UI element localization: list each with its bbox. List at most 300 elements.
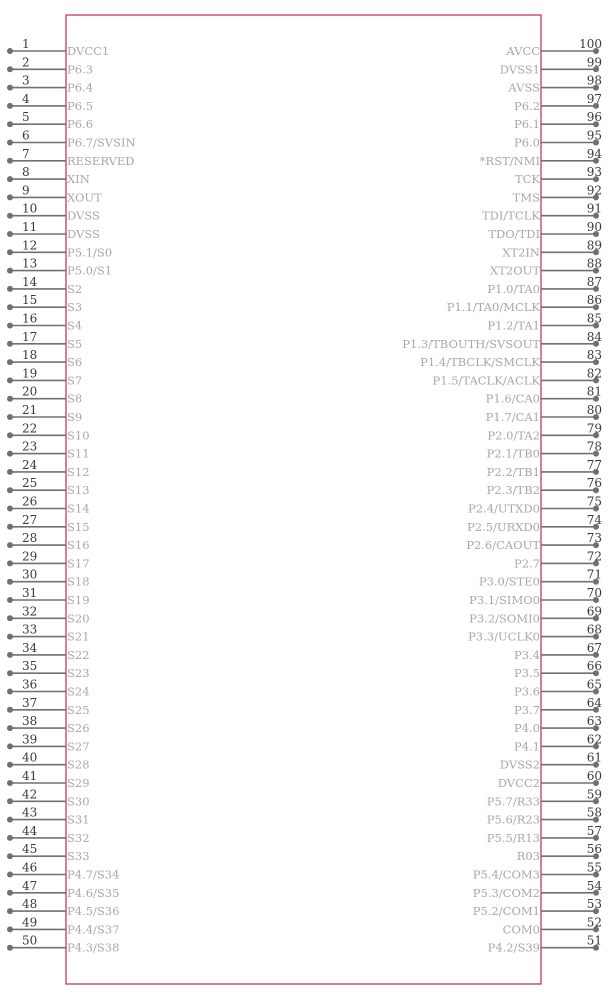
pin-number: 4 [22, 91, 30, 106]
pin-terminal-dot [7, 231, 13, 237]
pin-number: 47 [22, 878, 38, 893]
pin-22 [7, 421, 90, 442]
pin-terminal-dot [7, 414, 13, 420]
pin-8 [7, 165, 90, 186]
pin-label: P4.4/S37 [67, 922, 120, 937]
pin-55 [473, 861, 602, 882]
pin-terminal-dot [7, 634, 13, 640]
pin-number: 37 [22, 695, 38, 710]
pin-number: 59 [586, 787, 602, 802]
pin-51 [488, 934, 602, 955]
pin-number: 73 [586, 531, 602, 546]
pin-number: 80 [586, 403, 602, 417]
pin-label: P2.1/TB0 [486, 446, 540, 461]
pin-label: P2.0/TA2 [487, 428, 540, 443]
pin-number: 75 [586, 494, 602, 509]
pin-17 [7, 330, 82, 351]
pin-label: P1.5/TACLK/ACLK [432, 373, 540, 388]
pin-label: DVSS [67, 208, 100, 223]
pin-number: 58 [586, 805, 602, 820]
pin-label: P1.3/TBOUTH/SVSOUT [402, 336, 540, 351]
pin-number: 81 [586, 384, 602, 399]
pin-number: 64 [586, 695, 602, 710]
pin-terminal-dot [7, 268, 13, 274]
pin-terminal-dot [7, 872, 13, 878]
pin-terminal-dot [7, 689, 13, 695]
pin-number: 23 [22, 439, 38, 454]
pin-label: S21 [67, 629, 90, 644]
pin-number: 33 [22, 622, 38, 637]
pin-84 [402, 330, 602, 351]
pin-number: 76 [586, 476, 602, 491]
pin-terminal-dot [7, 85, 13, 91]
pin-33 [7, 623, 90, 644]
pin-label: RESERVED [67, 153, 135, 168]
pin-91 [482, 202, 602, 223]
pin-label: COM0 [502, 922, 540, 937]
pin-terminal-dot [7, 945, 13, 951]
pin-label: S5 [67, 336, 83, 351]
pin-number: 56 [586, 842, 602, 857]
pin-label: P3.2/SOMI0 [469, 611, 540, 626]
pin-number: 11 [22, 220, 38, 234]
pin-73 [466, 531, 602, 552]
pin-number: 30 [22, 567, 38, 582]
pin-number: 87 [586, 274, 602, 289]
pin-number: 79 [586, 421, 602, 436]
pin-number: 6 [22, 128, 30, 143]
pin-5 [7, 110, 93, 131]
pin-82 [433, 366, 602, 387]
pin-number: 82 [586, 366, 602, 381]
pin-number: 22 [22, 421, 38, 436]
pin-number: 29 [22, 549, 38, 564]
pin-terminal-dot [7, 286, 13, 292]
pin-number: 7 [22, 146, 30, 161]
pin-number: 60 [586, 769, 602, 783]
pin-40 [7, 751, 90, 772]
pin-terminal-dot [7, 66, 13, 72]
pin-number: 40 [22, 750, 38, 765]
pin-label: P2.5/URXD0 [467, 519, 540, 534]
pin-label: S11 [67, 446, 90, 461]
pin-label: *RST/NMI [479, 153, 540, 168]
pin-number: 95 [586, 128, 602, 143]
pin-label: P5.2/COM1 [472, 904, 540, 919]
pin-terminal-dot [7, 213, 13, 219]
pin-terminal-dot [7, 469, 13, 475]
pin-label: S20 [67, 611, 90, 626]
pin-number: 13 [22, 256, 38, 271]
pin-label: AVSS [508, 80, 540, 95]
pin-terminal-dot [7, 359, 13, 365]
pin-87 [487, 275, 602, 296]
pin-terminal-dot [7, 451, 13, 457]
pin-85 [487, 312, 602, 333]
pin-41 [7, 769, 90, 790]
pin-label: S15 [67, 519, 90, 534]
pin-34 [7, 641, 90, 662]
pin-label: P3.3/UCLK0 [468, 629, 540, 644]
pin-54 [473, 879, 603, 900]
pin-label: S28 [67, 757, 90, 772]
pin-number: 90 [586, 220, 602, 234]
pin-terminal-dot [7, 780, 13, 786]
pin-81 [486, 385, 602, 406]
pin-2 [7, 55, 93, 76]
pin-number: 96 [586, 110, 602, 125]
pin-number: 8 [22, 165, 30, 180]
pin-label: P1.2/TA1 [487, 318, 540, 333]
pin-number: 52 [586, 915, 602, 930]
pin-label: P3.4 [513, 647, 540, 662]
pin-label: S33 [67, 849, 90, 864]
pin-number: 38 [22, 714, 38, 729]
pin-label: P4.0 [513, 721, 540, 736]
pin-label: P2.2/TB1 [486, 464, 540, 479]
pin-number: 16 [22, 311, 38, 326]
pin-label: S26 [67, 721, 90, 736]
pin-4 [7, 92, 93, 113]
pin-terminal-dot [7, 249, 13, 255]
pin-number: 41 [22, 769, 38, 783]
pin-number: 28 [22, 531, 38, 546]
pin-number: 67 [586, 640, 602, 655]
pin-label: P1.1/TA0/MCLK [446, 300, 540, 315]
pin-number: 14 [22, 274, 38, 289]
pin-terminal-dot [7, 396, 13, 402]
pin-number: 71 [586, 567, 602, 582]
pin-18 [7, 348, 82, 369]
pin-terminal-dot [7, 506, 13, 512]
pin-number: 94 [586, 146, 602, 161]
pin-number: 83 [586, 348, 602, 363]
pin-45 [7, 842, 90, 863]
pin-label: XT2OUT [490, 263, 540, 278]
pin-number: 10 [22, 201, 38, 216]
pin-label: P1.4/TBCLK/SMCLK [420, 355, 540, 370]
pin-terminal-dot [7, 670, 13, 676]
pin-83 [420, 348, 602, 369]
pin-label: S14 [67, 501, 90, 516]
pin-terminal-dot [7, 377, 13, 383]
pin-number: 20 [22, 384, 38, 399]
pin-number: 55 [586, 860, 602, 875]
pin-label: S23 [67, 666, 90, 681]
pin-label: S17 [67, 556, 90, 571]
pin-53 [473, 897, 602, 918]
pin-number: 25 [22, 476, 38, 491]
pin-number: 97 [586, 91, 602, 106]
pin-number: 5 [22, 110, 30, 125]
pin-number: 100 [579, 37, 602, 51]
pin-terminal-dot [7, 890, 13, 896]
pin-terminal-dot [7, 707, 13, 713]
pin-21 [7, 403, 82, 424]
pin-label: DVSS1 [499, 62, 540, 77]
pin-number: 48 [22, 897, 38, 912]
pin-label: S10 [67, 428, 90, 443]
pin-terminal-dot [7, 432, 13, 438]
pin-label: S18 [67, 574, 90, 589]
pin-terminal-dot [7, 908, 13, 914]
pin-number: 98 [586, 73, 602, 88]
pin-terminal-dot [7, 853, 13, 859]
pin-31 [7, 586, 90, 607]
pin-58 [487, 806, 602, 827]
pin-39 [7, 732, 90, 753]
pin-label: P2.4/UTXD0 [468, 501, 540, 516]
pin-70 [469, 586, 602, 607]
pin-37 [7, 696, 90, 717]
pin-label: P6.6 [67, 117, 94, 132]
pin-terminal-dot [7, 194, 13, 200]
pin-label: P5.3/COM2 [472, 885, 540, 900]
pin-number: 49 [22, 915, 38, 930]
pin-label: P2.7 [513, 556, 540, 571]
pin-label: P5.7/R33 [486, 794, 540, 809]
pin-number: 70 [586, 586, 602, 600]
pin-number: 34 [22, 640, 38, 655]
pin-number: 65 [586, 677, 602, 692]
ic-body-outline [66, 15, 541, 984]
pin-26 [7, 495, 90, 516]
pin-57 [487, 824, 602, 845]
pin-label: S8 [67, 391, 83, 406]
pin-20 [7, 385, 82, 406]
pin-number: 92 [586, 183, 602, 198]
pin-number: 85 [586, 311, 602, 326]
pin-terminal-dot [7, 176, 13, 182]
pin-number: 35 [22, 659, 38, 674]
pin-68 [468, 623, 602, 644]
pin-label: P4.5/S36 [67, 904, 120, 919]
pin-label: XOUT [67, 190, 102, 205]
pin-80 [486, 403, 602, 424]
pin-label: DVCC1 [67, 44, 110, 58]
pin-74 [467, 513, 602, 534]
pin-10 [7, 202, 100, 223]
pin-terminal-dot [7, 579, 13, 585]
pin-terminal-dot [7, 835, 13, 841]
pin-14 [7, 275, 82, 296]
pin-label: P3.7 [513, 702, 540, 717]
pin-label: S2 [67, 281, 83, 296]
pin-number: 17 [22, 329, 38, 344]
pin-75 [468, 495, 602, 516]
pin-label: P6.1 [513, 117, 540, 132]
pin-label: DVSS2 [499, 757, 540, 772]
pin-label: P2.6/CAOUT [466, 538, 540, 553]
pin-28 [7, 531, 90, 552]
pin-number: 2 [22, 55, 30, 70]
pin-number: 91 [586, 201, 602, 216]
pin-label: P4.1 [513, 739, 540, 754]
pin-36 [7, 678, 90, 699]
pin-label: S27 [67, 739, 90, 754]
pin-78 [487, 440, 602, 461]
pin-label: S3 [67, 300, 83, 315]
pin-number: 72 [586, 549, 602, 564]
pin-number: 78 [586, 439, 602, 454]
pin-30 [7, 568, 90, 589]
pin-number: 9 [22, 183, 30, 198]
pin-terminal-dot [7, 121, 13, 127]
pin-label: R03 [516, 849, 540, 864]
pin-terminal-dot [7, 725, 13, 731]
pin-terminal-dot [7, 48, 13, 54]
pin-number: 42 [22, 787, 38, 802]
pin-23 [7, 440, 90, 461]
pin-terminal-dot [7, 323, 13, 329]
pin-number: 45 [22, 842, 38, 857]
pin-number: 61 [586, 750, 602, 765]
pin-label: AVCC [506, 44, 540, 58]
pin-number: 53 [586, 897, 602, 912]
pin-number: 24 [22, 457, 38, 472]
pin-number: 88 [586, 256, 602, 271]
pin-number: 69 [586, 604, 602, 619]
pin-label: S22 [67, 647, 90, 662]
pin-label: P6.5 [67, 98, 94, 113]
pin-number: 74 [586, 512, 602, 527]
pin-terminal-dot [7, 652, 13, 658]
pin-number: 86 [586, 293, 602, 308]
pin-label: P1.7/CA1 [485, 410, 540, 424]
pin-label: P1.0/TA0 [487, 281, 540, 296]
pin-29 [7, 549, 90, 570]
pin-27 [7, 513, 90, 534]
pin-terminal-dot [7, 560, 13, 566]
pin-number: 54 [586, 878, 602, 893]
pin-label: TCK [514, 172, 540, 187]
pin-19 [7, 366, 82, 387]
pin-number: 39 [22, 732, 38, 747]
pin-label: P5.6/R23 [486, 812, 540, 827]
pin-label: XT2IN [502, 245, 540, 260]
pin-69 [469, 604, 602, 625]
pin-number: 66 [586, 659, 602, 674]
pin-terminal-dot [7, 597, 13, 603]
pin-terminal-dot [7, 615, 13, 621]
pin-terminal-dot [7, 817, 13, 823]
pin-label: P5.0/S1 [67, 263, 113, 278]
pin-number: 27 [22, 512, 38, 527]
pin-label: S24 [67, 684, 90, 699]
pin-32 [7, 604, 90, 625]
pin-label: P6.4 [67, 80, 94, 95]
pin-number: 32 [22, 604, 38, 619]
pin-number: 15 [22, 293, 38, 308]
pin-label: P4.7/S34 [67, 867, 120, 882]
pin-label: S7 [67, 373, 83, 388]
pin-label: P6.3 [67, 62, 94, 77]
pin-number: 89 [586, 238, 602, 253]
pin-number: 99 [586, 55, 602, 70]
pin-label: S19 [67, 593, 90, 607]
pin-label: P4.6/S35 [67, 885, 120, 900]
pin-38 [7, 714, 90, 735]
right-pin-column [402, 37, 602, 955]
pin-terminal-dot [7, 542, 13, 548]
pin-label: S30 [67, 794, 90, 809]
pin-number: 93 [586, 165, 602, 180]
pin-number: 62 [586, 732, 602, 747]
pin-label: S12 [67, 464, 90, 479]
pin-label: S9 [67, 410, 83, 424]
pin-77 [487, 458, 602, 479]
pin-number: 44 [22, 823, 38, 838]
pin-label: S25 [67, 702, 90, 717]
pin-label: P5.5/R13 [486, 830, 540, 845]
pin-label: DVSS [67, 227, 100, 241]
pin-label: TMS [512, 190, 540, 205]
pin-number: 46 [22, 860, 38, 875]
pin-59 [487, 787, 602, 808]
pin-number: 77 [586, 457, 602, 472]
pin-number: 36 [22, 677, 38, 692]
pin-25 [7, 476, 90, 497]
pin-90 [488, 220, 602, 241]
pin-terminal-dot [7, 524, 13, 530]
pin-number: 12 [22, 238, 38, 253]
pin-number: 26 [22, 494, 38, 509]
pin-label: S32 [67, 830, 90, 845]
pin-label: P6.0 [513, 135, 540, 150]
pin-terminal-dot [7, 158, 13, 164]
pin-terminal-dot [7, 762, 13, 768]
pin-label: P2.3/TB2 [486, 483, 540, 498]
pin-24 [7, 458, 90, 479]
pin-50 [7, 934, 119, 955]
pin-terminal-dot [7, 304, 13, 310]
pin-label: XIN [67, 172, 90, 187]
pin-label: P6.2 [513, 98, 540, 113]
pin-number: 51 [586, 933, 602, 948]
pin-label: S29 [67, 776, 90, 790]
pin-label: S16 [67, 538, 90, 553]
pin-number: 68 [586, 622, 602, 637]
pin-number: 57 [586, 823, 602, 838]
pin-number: 1 [22, 37, 30, 51]
pin-terminal-dot [7, 341, 13, 347]
pin-terminal-dot [7, 140, 13, 146]
pin-76 [487, 476, 602, 497]
pin-label: S31 [67, 812, 90, 827]
pin-label: P3.6 [513, 684, 540, 699]
pin-terminal-dot [7, 743, 13, 749]
pin-label: P1.6/CA0 [485, 391, 540, 406]
pin-86 [447, 293, 602, 314]
pin-terminal-dot [7, 798, 13, 804]
pin-number: 21 [22, 403, 38, 417]
pin-label: P5.1/S0 [67, 245, 113, 260]
pin-15 [7, 293, 82, 314]
pin-label: P3.5 [513, 666, 540, 681]
pin-label: S6 [67, 355, 83, 370]
pin-88 [490, 257, 602, 278]
pin-terminal-dot [7, 926, 13, 932]
pin-terminal-dot [7, 487, 13, 493]
pin-number: 19 [22, 366, 38, 381]
pin-terminal-dot [7, 103, 13, 109]
pin-11 [7, 220, 100, 241]
pin-label: P3.0/STE0 [478, 574, 540, 589]
pin-number: 43 [22, 805, 38, 820]
pin-label: DVCC2 [497, 776, 540, 790]
left-pin-column [7, 37, 136, 955]
pin-number: 84 [586, 329, 602, 344]
